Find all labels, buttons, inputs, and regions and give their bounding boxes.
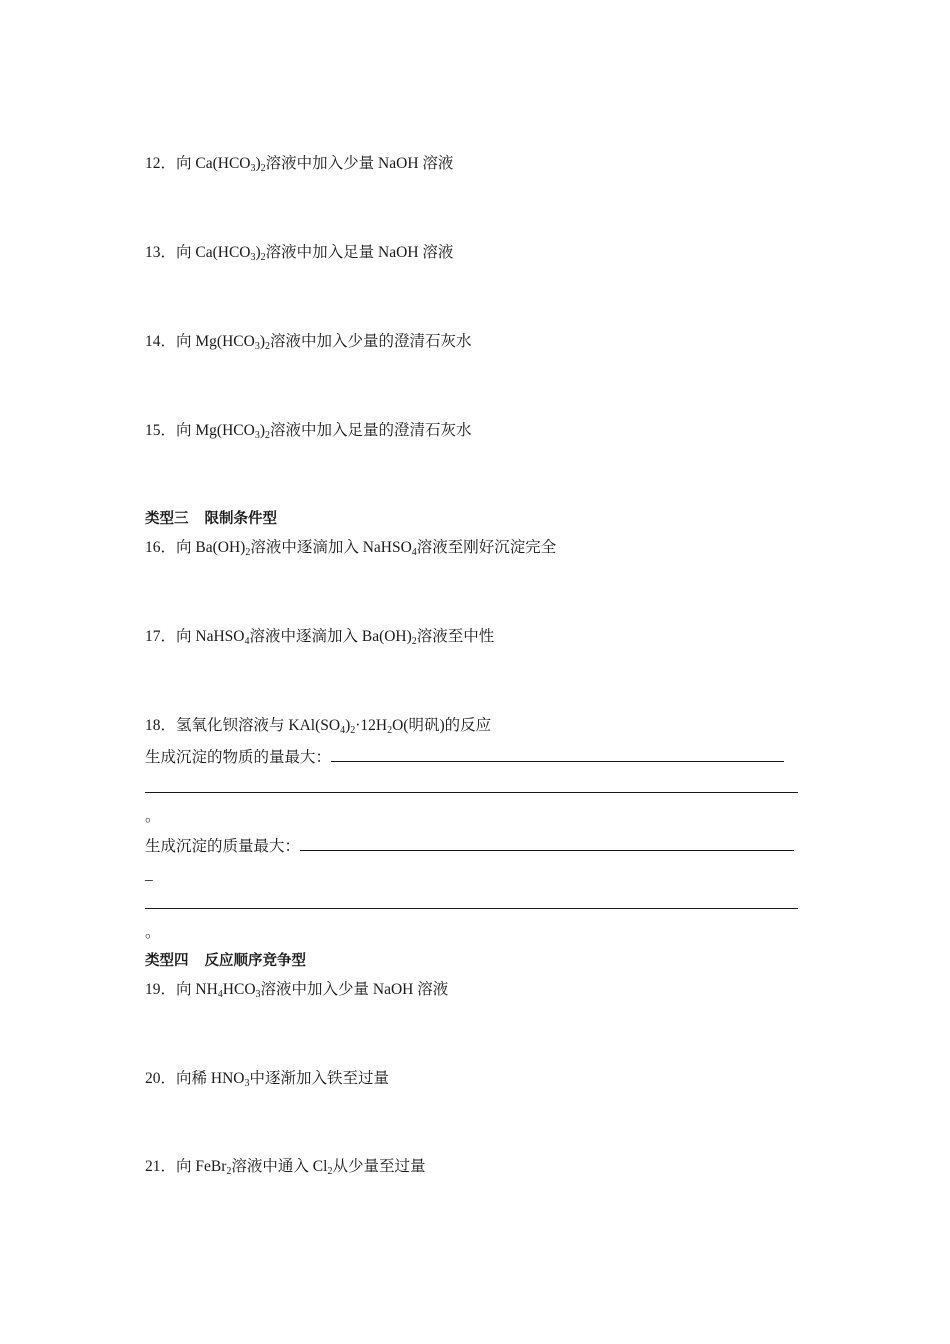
- question-12: 12．向 $Ca(HCO_3)_2$溶液中加入少量 NaOH 溶液: [145, 155, 454, 174]
- question-number: 18．: [145, 717, 177, 734]
- answer-blank-continued[interactable]: [145, 908, 798, 909]
- answer-line-max-mass: 生成沉淀的质量最大：: [145, 836, 794, 857]
- question-20: 20．向稀 $HNO_3$中逐渐加入铁至过量: [145, 1070, 389, 1089]
- section-heading-type4: 类型四 反应顺序竞争型: [145, 953, 306, 969]
- answer-blank[interactable]: [331, 747, 784, 762]
- question-number: 21．: [145, 1158, 177, 1175]
- question-15: 15．向 $Mg(HCO_3)_2$溶液中加入足量的澄清石灰水: [145, 422, 472, 441]
- question-number: 19．: [145, 981, 177, 998]
- question-number: 16．: [145, 539, 177, 556]
- question-number: 17．: [145, 628, 177, 645]
- question-13: 13．向 $Ca(HCO_3)_2$溶液中加入足量 NaOH 溶液: [145, 244, 454, 263]
- question-number: 20．: [145, 1070, 177, 1087]
- question-18: 18．氢氧化钡溶液与 $KAl(SO_4)_2\cdot 12H_2O$(明矾)的反应: [145, 717, 492, 736]
- answer-blank-continued[interactable]: [145, 792, 798, 793]
- question-number: 14．: [145, 333, 177, 350]
- question-14: 14．向 $Mg(HCO_3)_2$溶液中加入少量的澄清石灰水: [145, 333, 472, 352]
- underscore-mark: _: [145, 866, 153, 883]
- period-mark: 。: [145, 808, 161, 825]
- answer-blank[interactable]: [300, 836, 794, 851]
- question-16: 16．向 $Ba(OH)_2$溶液中逐滴加入 NaHSO$_4$溶液至刚好沉淀完全: [145, 539, 557, 558]
- section-heading-type3: 类型三 限制条件型: [145, 511, 277, 527]
- question-17: 17．向 NaHSO$_4$溶液中逐滴加入 $Ba(OH)_2$溶液至中性: [145, 628, 495, 647]
- question-19: 19．向 $NH_4HCO_3$溶液中加入少量 NaOH 溶液: [145, 981, 449, 1000]
- question-number: 15．: [145, 422, 177, 439]
- question-21: 21．向 FeBr$_2$溶液中通入 $Cl_2$从少量至过量: [145, 1158, 426, 1177]
- answer-line-max-moles: 生成沉淀的物质的量最大：: [145, 747, 784, 768]
- question-number: 12．: [145, 155, 177, 172]
- period-mark: 。: [145, 924, 161, 941]
- question-number: 13．: [145, 244, 177, 261]
